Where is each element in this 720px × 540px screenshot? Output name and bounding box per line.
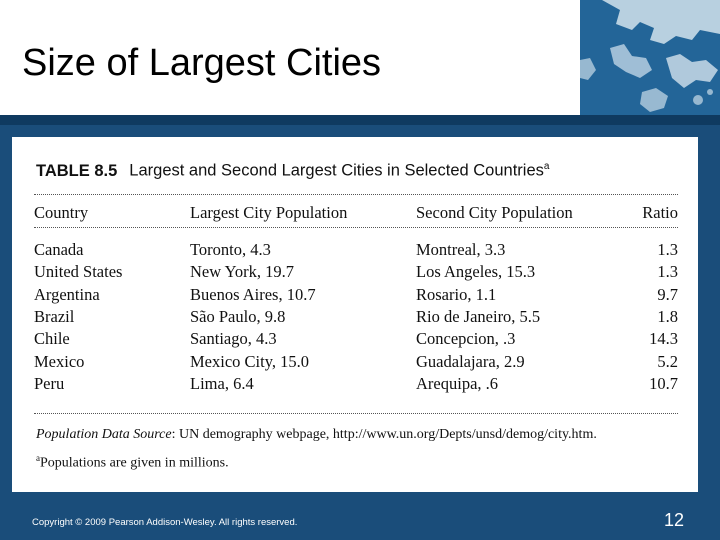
cell-largest-city: Lima, 6.4 (190, 373, 254, 393)
header-largest-city: Largest City Population (190, 203, 348, 222)
table-row (34, 261, 678, 283)
source-text: : UN demography webpage, http://www.un.org/Depts/unsd/demog/city.htm. (171, 427, 597, 442)
footnote-marker: a (36, 453, 40, 463)
cell-country: Canada (34, 240, 84, 260)
cell-ratio: 1.3 (657, 240, 678, 260)
cell-second-city: Concepcion, .3 (416, 329, 516, 349)
cell-second-city: Rosario, 1.1 (416, 284, 497, 304)
cell-largest-city: São Paulo, 9.8 (190, 307, 286, 327)
cell-largest-city: Santiago, 4.3 (190, 329, 277, 349)
table-row (34, 284, 678, 306)
header-country: Country (34, 203, 89, 222)
table-caption (36, 161, 549, 181)
cell-largest-city: Mexico City, 15.0 (190, 351, 310, 371)
cell-ratio: 5.2 (657, 351, 678, 371)
rule-bottom (34, 413, 678, 414)
cell-second-city: Los Angeles, 15.3 (416, 262, 536, 282)
band-top-stripe (0, 115, 720, 125)
header-second-city: Second City Population (416, 203, 573, 222)
cell-country: Chile (34, 329, 70, 349)
world-map-icon (580, 0, 720, 115)
cell-second-city: Arequipa, .6 (416, 373, 499, 393)
cell-country: Argentina (34, 284, 100, 304)
cell-ratio: 10.7 (649, 373, 678, 393)
table-header-row (34, 203, 678, 227)
slide-title: Size of Largest Cities (22, 42, 382, 84)
rule-top (34, 194, 678, 195)
table-caption-text: Largest and Second Largest Cities in Selected Countries (129, 161, 544, 180)
table-caption-number: TABLE 8.5 (36, 161, 118, 180)
cell-ratio: 1.8 (657, 307, 678, 327)
footnote-text: Populations are given in millions. (40, 455, 229, 471)
title-area (0, 0, 580, 115)
page-number: 12 (664, 510, 685, 530)
cell-largest-city: New York, 19.7 (190, 262, 295, 282)
table-row (34, 373, 678, 395)
cell-country: Brazil (34, 307, 75, 327)
table-row (34, 306, 678, 328)
cell-country: Peru (34, 373, 65, 393)
cell-ratio: 1.3 (657, 262, 678, 282)
cell-country: United States (34, 262, 123, 282)
table-row (34, 350, 678, 372)
source-label: Population Data Source (36, 427, 172, 442)
table-row (34, 239, 678, 261)
cell-second-city: Montreal, 3.3 (416, 240, 506, 260)
table-caption-footnote-marker: a (543, 161, 550, 172)
cell-country: Mexico (34, 351, 85, 371)
table-panel (12, 137, 698, 492)
source-note (36, 427, 597, 443)
cell-second-city: Rio de Janeiro, 5.5 (416, 307, 541, 327)
footnote (36, 453, 229, 472)
cell-second-city: Guadalajara, 2.9 (416, 351, 525, 371)
cities-table (34, 203, 678, 395)
header-ratio: Ratio (642, 203, 678, 222)
copyright-text: Copyright © 2009 Pearson Addison-Wesley. All rights reserved. (32, 517, 298, 528)
cell-ratio: 14.3 (649, 329, 678, 349)
table-row (34, 328, 678, 350)
cell-ratio: 9.7 (657, 284, 678, 304)
cell-largest-city: Toronto, 4.3 (190, 240, 271, 260)
cell-largest-city: Buenos Aires, 10.7 (190, 284, 316, 304)
